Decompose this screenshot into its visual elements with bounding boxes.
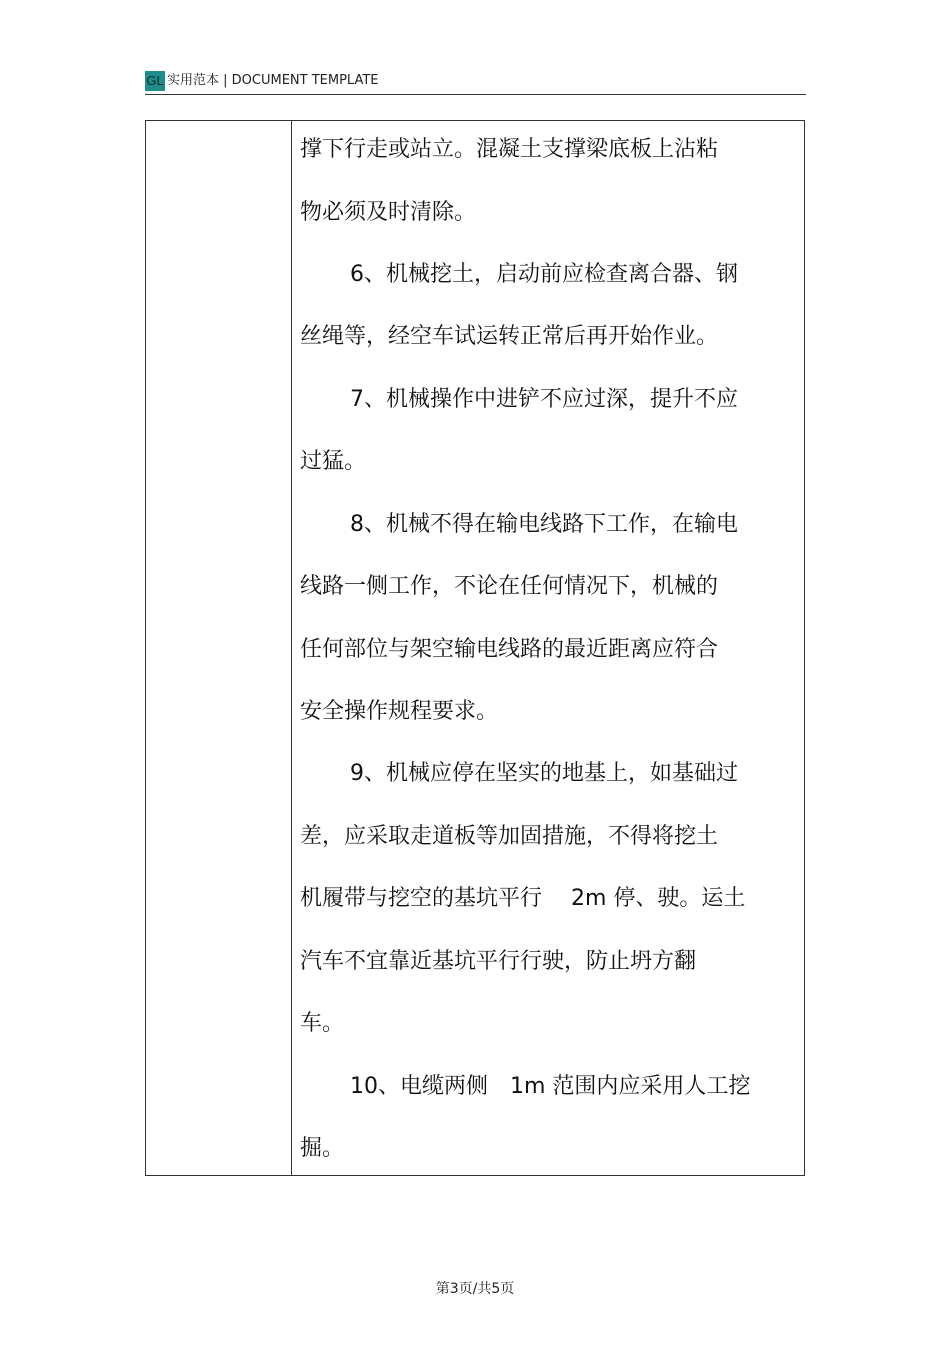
header-title: 实用范本 | DOCUMENT TEMPLATE [167, 73, 379, 88]
text-line: 线路一侧工作，不论在任何情况下，机械的 [300, 574, 719, 599]
content-table [145, 120, 805, 1176]
gl-logo: GL [145, 71, 165, 91]
table-column-divider [291, 121, 292, 1175]
text-line: 过猛。 [300, 449, 367, 474]
text-line: 掘。 [300, 1136, 345, 1161]
text-line: 丝绳等，经空车试运转正常后再开始作业。 [300, 324, 719, 349]
text-line: 机履带与挖空的基坑平行 2m 停、驶。运土 [300, 886, 746, 911]
text-line: 8、机械不得在输电线路下工作，在输电 [350, 512, 738, 537]
text-line: 9、机械应停在坚实的地基上，如基础过 [350, 761, 738, 786]
text-line: 差，应采取走道板等加固措施，不得将挖土 [300, 824, 719, 849]
text-line: 物必须及时清除。 [300, 200, 477, 225]
text-line: 10、电缆两侧 1m 范围内应采用人工挖 [350, 1074, 751, 1099]
text-line: 6、机械挖土，启动前应检查离合器、钢 [350, 262, 738, 287]
page-number: 第3页/共5页 [435, 1281, 515, 1297]
text-line: 车。 [300, 1011, 345, 1036]
page-header [145, 70, 806, 95]
text-line: 7、机械操作中进铲不应过深，提升不应 [350, 387, 738, 412]
text-line: 安全操作规程要求。 [300, 699, 499, 724]
text-line: 撑下行走或站立。混凝土支撑梁底板上沾粘 [300, 137, 719, 162]
text-line: 汽车不宜靠近基坑平行行驶，防止坍方翻 [300, 949, 697, 974]
text-line: 任何部位与架空输电线路的最近距离应符合 [300, 637, 719, 662]
